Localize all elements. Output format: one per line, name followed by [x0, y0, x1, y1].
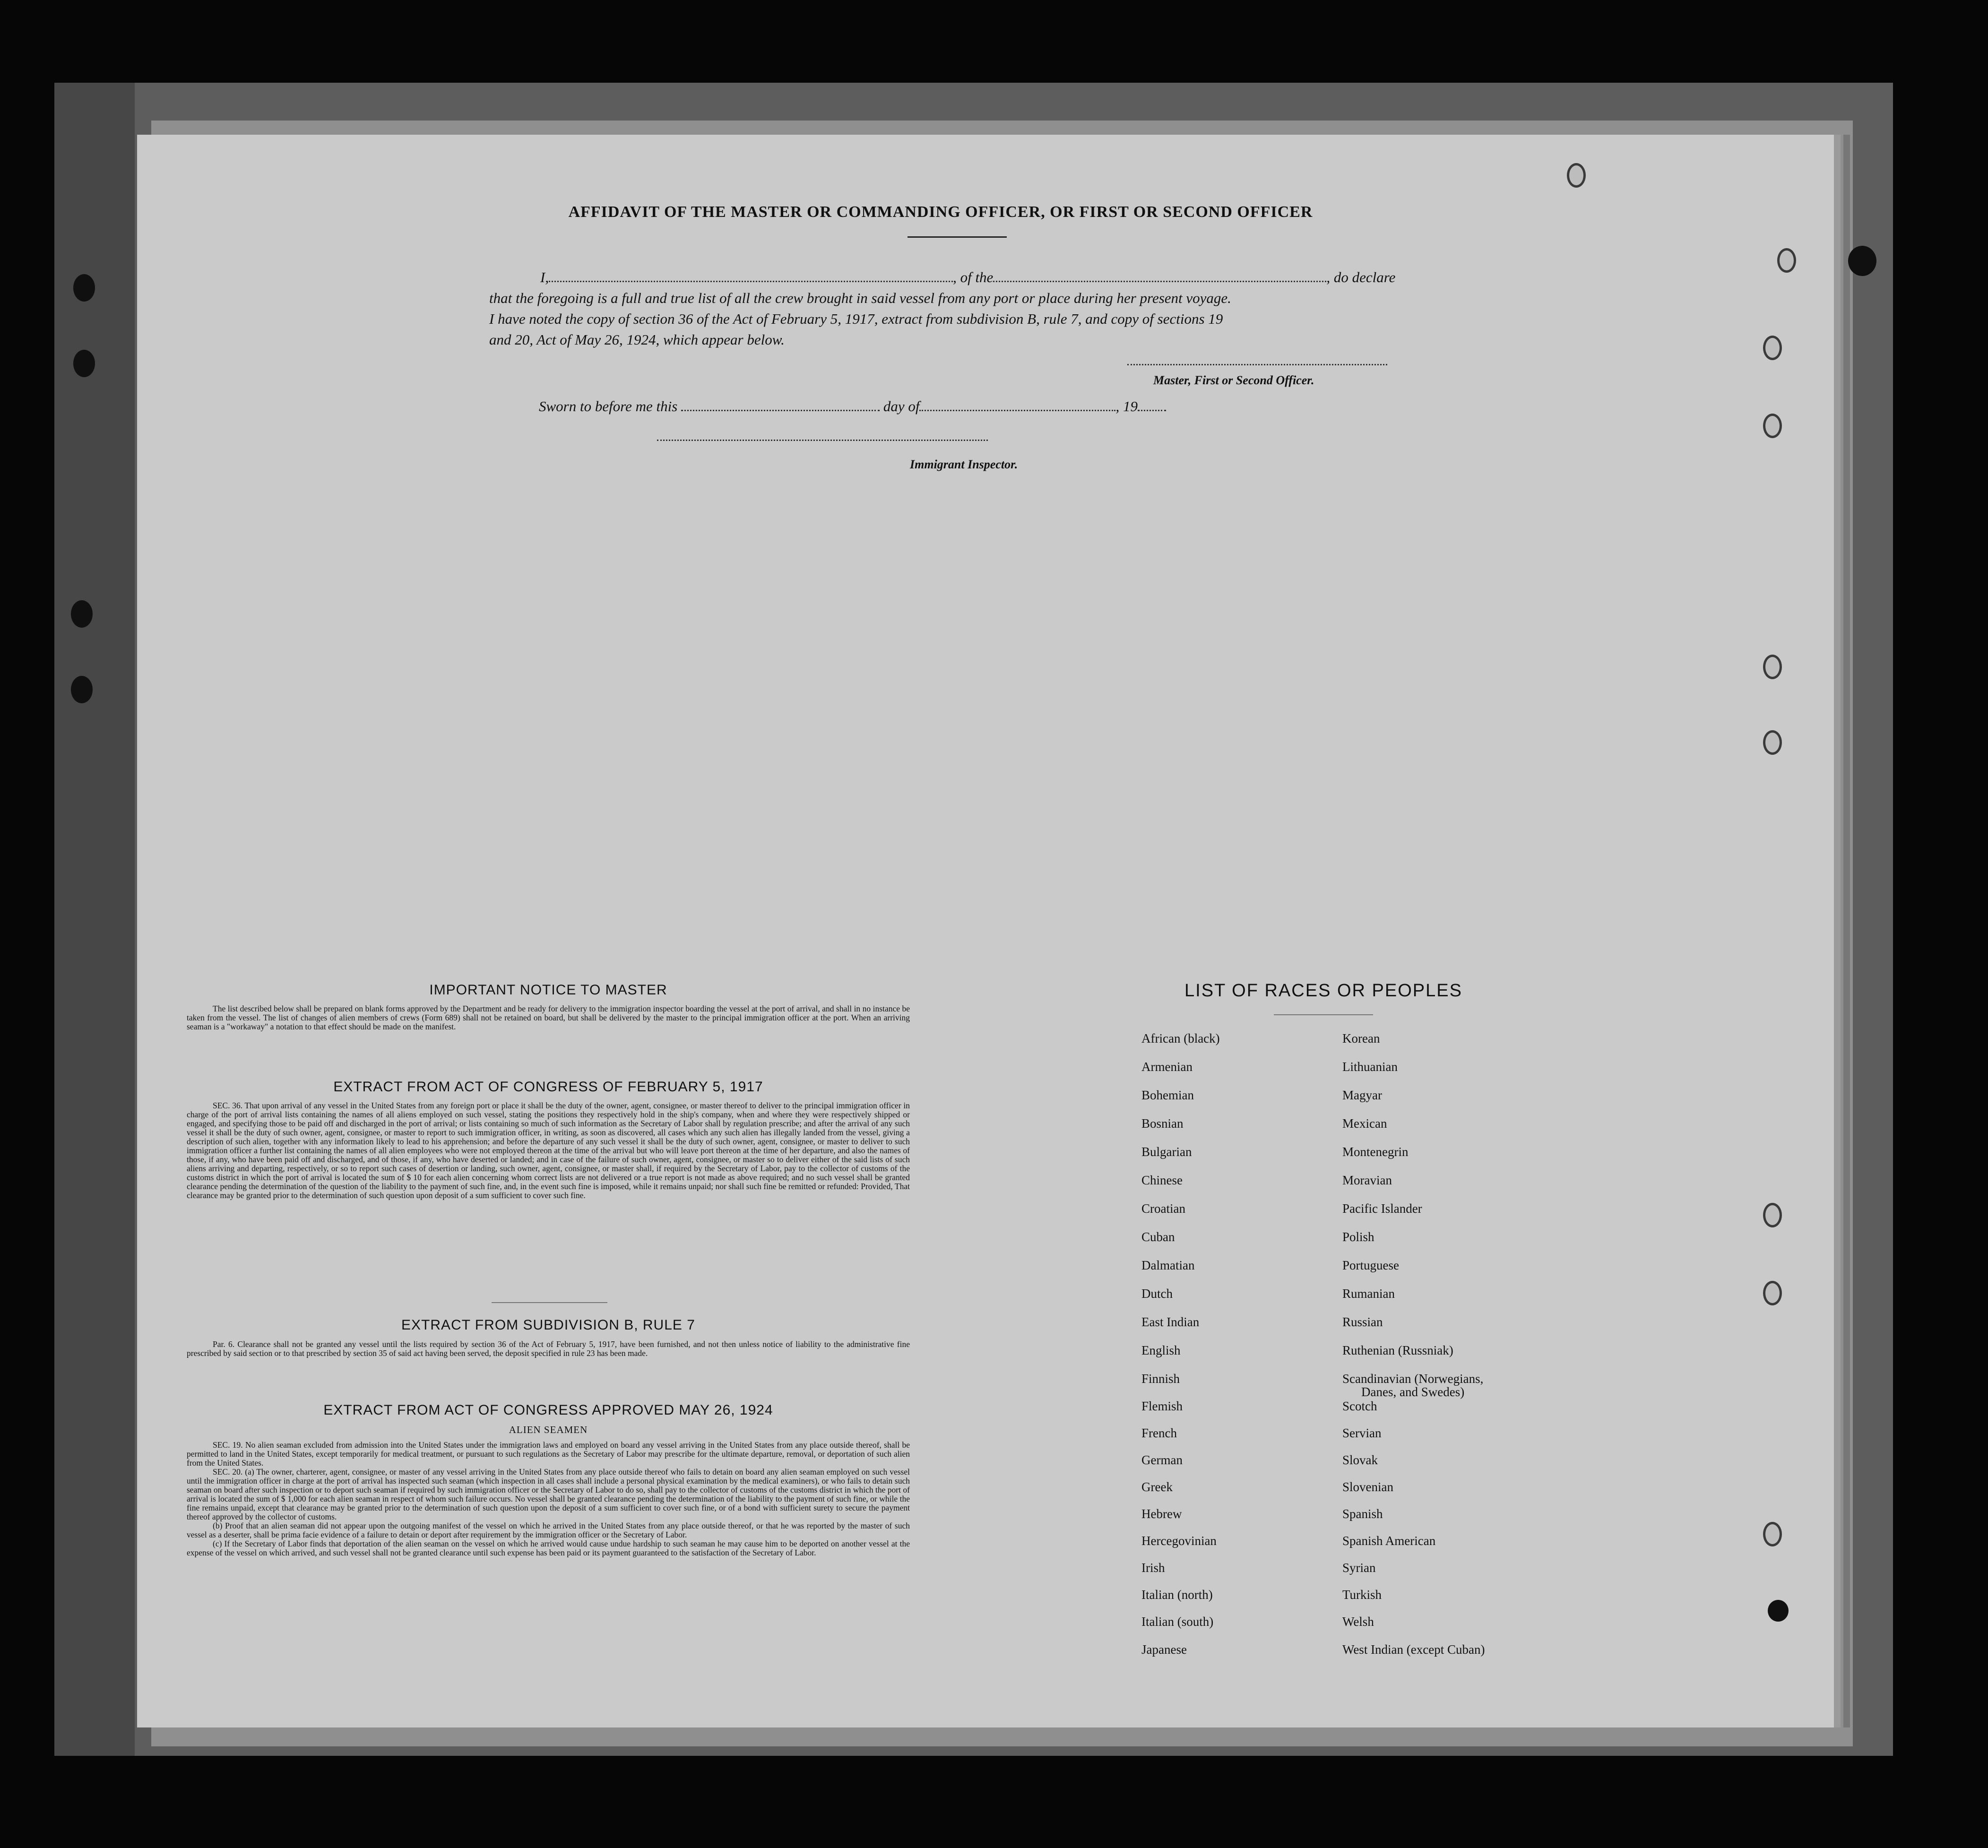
race-item: Greek [1141, 1480, 1173, 1494]
race-item: Croatian [1141, 1201, 1185, 1216]
race-item: Magyar [1342, 1088, 1382, 1102]
race-item: Dalmatian [1141, 1258, 1195, 1272]
binder-ring [1763, 655, 1782, 679]
race-item: Servian [1342, 1426, 1382, 1440]
sworn-line [539, 398, 1166, 415]
race-item: Welsh [1342, 1615, 1374, 1629]
race-item: Turkish [1342, 1588, 1382, 1602]
sheet-right-edge [1834, 135, 1841, 1727]
race-item: Chinese [1141, 1173, 1183, 1187]
race-item: Montenegrin [1342, 1145, 1409, 1159]
extract-1917-title: EXTRACT FROM ACT OF CONGRESS OF FEBRUARY 5, 1917 [333, 1079, 763, 1095]
race-item: Hercegovinian [1141, 1534, 1217, 1548]
affidavit-title: AFFIDAVIT OF THE MASTER OR COMMANDING OFFICER, OR FIRST OR SECOND OFFICER [568, 203, 1313, 221]
punch-hole [71, 676, 93, 703]
race-item: Irish [1141, 1561, 1165, 1575]
inspector-signature-line [657, 440, 988, 441]
binder-ring [1567, 163, 1586, 188]
binder-ring [1763, 1522, 1782, 1546]
race-item: English [1141, 1343, 1181, 1357]
binder-ring [1763, 1281, 1782, 1305]
binder-shadow [54, 83, 135, 1756]
race-item: West Indian (except Cuban) [1342, 1642, 1485, 1657]
punch-hole [1848, 246, 1876, 276]
sworn-year: , 19 [1115, 398, 1138, 415]
punch-hole [73, 350, 95, 377]
affidavit-declare-label: , do declare [1326, 269, 1396, 285]
punch-hole [1768, 1600, 1789, 1622]
sec-20a-text: SEC. 20. (a) The owner, charterer, agent, consignee, or master of any vessel arriving in the United States from any place outside thereof who fails to detain on board any alien seaman employed on such vessel until the immigration officer in charge at the port of arrival has inspected such seaman (which inspection in all cases shall include a personal physical examination by the medical examiners), or who fails to detain such seaman on board after such inspection or to deport such seaman if required by such immigration officer or the Secretary of Labor to do so, shall pay to the collector of customs of the customs district in which the port of arrival is located the sum of $ 1,000 for each alien seaman in respect of whom such failure occurs. No vessel shall be granted clearance pending the determination of the liability to the payment of such fine, or while the fine remains unpaid, except that clearance may be granted prior to the determination of such question upon the deposit of a sum sufficient to cover such fine, or of a bond with sufficient surety to secure the payment thereof approved by the collector of customs. [187, 1467, 910, 1521]
binder-ring [1763, 1203, 1782, 1227]
races-title-underline [1274, 1014, 1373, 1015]
race-item: Italian (north) [1141, 1588, 1213, 1602]
binder-ring [1763, 336, 1782, 360]
section-divider [492, 1302, 607, 1303]
master-signature-line [1127, 364, 1387, 365]
race-item: Korean [1342, 1031, 1380, 1045]
race-item: Italian (south) [1141, 1615, 1214, 1629]
sec-20c-text: (c) If the Secretary of Labor finds that deportation of the alien seaman on the vessel on which he arrived would cause undue hardship to such seaman he may cause him to be deported on another vessel at the expense of the vessel on which arrived, and such vessel shall not be granted clearance until such expense has been paid or its payment guaranteed to the satisfaction of the Secretary of Labor. [187, 1539, 910, 1557]
vessel-blank [993, 269, 1326, 282]
punch-hole [71, 600, 93, 628]
race-item: Dutch [1141, 1287, 1173, 1301]
sec-20b-text: (b) Proof that an alien seaman did not appear upon the outgoing manifest of the vessel on which he arrived in the United States from any place outside thereof, or that he was reported by the master of such vessel as a deserter, shall be prima facie evidence of a failure to detain or deport after requirement by the immigration officer or the Secretary of Labor. [187, 1521, 910, 1539]
sworn-year-blank [1138, 398, 1166, 411]
sec-19-text: SEC. 19. No alien seaman excluded from admission into the United States under the immigration laws and employed on board any vessel arriving in the United States from any place outside thereof, shall be permitted to land in the United States, except temporarily for medical treatment, or pursuant to such regulations as the Secretary of Labor may prescribe for the ultimate departure, removal, or deportation of such alien from the United States. [187, 1440, 910, 1468]
affidavit-of-the-label: , of the [953, 269, 994, 285]
race-item: Lithuanian [1342, 1060, 1398, 1074]
affidavit-line-3: I have noted the copy of section 36 of the Act of February 5, 1917, extract from subdivision B, rule 7, and copy of sections 19 [489, 311, 1223, 327]
race-item: Armenian [1141, 1060, 1193, 1074]
extract-1924-subtitle: ALIEN SEAMEN [509, 1424, 588, 1435]
sheet-right-edge-2 [1843, 135, 1850, 1727]
race-item: Bohemian [1141, 1088, 1194, 1102]
race-item: Slovenian [1342, 1480, 1393, 1494]
subdivision-b-body: Par. 6. Clearance shall not be granted any vessel until the lists required by section 36 of the Act of February 5, 1917, have been furnished, and not then unless notice of liability to the administrative fine prescribed by said section or to that prescribed by section 35 of said act having been served, the deposit specified in rule 23 has been made. [187, 1339, 910, 1358]
extract-1917-body: SEC. 36. That upon arrival of any vessel in the United States from any foreign port or place it shall be the duty of the owner, agent, consignee, or master thereof to deliver to the principal immigration officer in charge of the port of arrival lists containing the names of all aliens employed on such vessel, stating the positions they respectively hold in the ship's company, when and where they were respectively shipped or engaged, and specifying those to be paid off and discharged in the port of arrival; or lists containing so much of such information as the Secretary of Labor shall by regulation prescribe; and after the arrival of any such vessel it shall be the duty of such owner, agent, consignee, or master to report to such immigration officer, in writing, as soon as discovered, all cases which any such alien has illegally landed from the vessel, giving a description of such alien, together with any information likely to lead to his apprehension; and before the departure of any such vessel it shall be the duty of such owner, agent, consignee, or master to deliver to such immigration officer a further list containing the names of all alien employees who were not employed thereon at the time of the arrival but who will leave port thereon at the time of her departure, and also the names of those, if any, who have been paid off and discharged, and of those, if any, who have deserted or landed; and in case of the failure of such owner, agent, consignee, or master so to deliver either of the said lists of such aliens arriving and departing, respectively, or so to report such cases of desertion or landing, such owner, agent, consignee, or master shall, if required by the Secretary of Labor, pay to the collector of customs of the customs district in which the port of arrival is located the sum of $ 10 for each alien concerning whom correct lists are not delivered or a true report is not made as above required; and no such vessel shall be granted clearance pending the determination of the question of the liability to the payment of such fine, and, in the event such fine is imposed, while it remains unpaid; nor shall such fine be remitted or refunded: Provided, That clearance may be granted prior to the determination of such question upon deposit of a sum sufficient to cover such fine. [187, 1101, 910, 1200]
notice-body: The list described below shall be prepared on blank forms approved by the Department and be ready for delivery to the immigration inspector boarding the vessel at the port of arrival, and shall in no instance be taken from the vessel. The list of changes of alien members of crews (Form 689) shall not be retained on board, but shall be delivered by the master to the principal immigration officer at the port. When an arriving seaman is a "workaway" a notation to that effect should be made on the manifest. [187, 1004, 910, 1031]
race-item: Flemish [1141, 1399, 1183, 1413]
punch-hole [73, 274, 95, 302]
extract-1924-body [187, 1441, 910, 1557]
affidavit-i-label: I, [540, 269, 549, 285]
sworn-day-of: day of [883, 398, 920, 415]
binder-ring [1763, 730, 1782, 755]
race-item: African (black) [1141, 1031, 1220, 1045]
race-item: Spanish American [1342, 1534, 1436, 1548]
binder-ring [1763, 414, 1782, 438]
race-item: Ruthenian (Russniak) [1342, 1343, 1453, 1357]
races-title: LIST OF RACES OR PEOPLES [1184, 981, 1462, 1001]
race-item: Polish [1342, 1230, 1374, 1244]
race-item: Finnish [1141, 1372, 1180, 1386]
race-item: Mexican [1342, 1116, 1387, 1131]
affidavit-body [489, 267, 1427, 350]
race-item: Scandinavian (Norwegians, [1342, 1372, 1484, 1386]
race-item: Scotch [1342, 1399, 1377, 1413]
affidavit-line-2: that the foregoing is a full and true list of all the crew brought in said vessel from any port or place during her present voyage. [489, 290, 1231, 306]
race-item-continued: Danes, and Swedes) [1361, 1385, 1465, 1399]
master-signature-label: Master, First or Second Officer. [1153, 373, 1314, 387]
race-item: Slovak [1342, 1453, 1378, 1467]
race-item: Spanish [1342, 1507, 1383, 1521]
inspector-label: Immigrant Inspector. [910, 458, 1018, 471]
race-item: French [1141, 1426, 1177, 1440]
race-item: Rumanian [1342, 1287, 1395, 1301]
affidavit-line-4: and 20, Act of May 26, 1924, which appear below. [489, 331, 785, 348]
race-item: Portuguese [1342, 1258, 1399, 1272]
binder-ring [1777, 248, 1796, 273]
race-item: Syrian [1342, 1561, 1376, 1575]
race-item: Moravian [1342, 1173, 1392, 1187]
extract-1924-title: EXTRACT FROM ACT OF CONGRESS APPROVED MAY 26, 1924 [323, 1402, 773, 1418]
notice-title: IMPORTANT NOTICE TO MASTER [429, 982, 667, 998]
race-item: Russian [1342, 1315, 1383, 1329]
sworn-month-blank [919, 398, 1115, 411]
race-item: Bulgarian [1141, 1145, 1192, 1159]
race-item: Cuban [1141, 1230, 1175, 1244]
subdivision-b-title: EXTRACT FROM SUBDIVISION B, RULE 7 [401, 1317, 695, 1333]
race-item: Bosnian [1141, 1116, 1184, 1131]
sworn-prefix: Sworn to before me this [539, 398, 678, 415]
name-blank [549, 269, 953, 282]
race-item: East Indian [1141, 1315, 1200, 1329]
race-item: Pacific Islander [1342, 1201, 1422, 1216]
sworn-day-blank [681, 398, 880, 411]
race-item: Hebrew [1141, 1507, 1182, 1521]
title-underline [908, 236, 1007, 238]
race-item: German [1141, 1453, 1183, 1467]
race-item: Japanese [1141, 1642, 1187, 1657]
